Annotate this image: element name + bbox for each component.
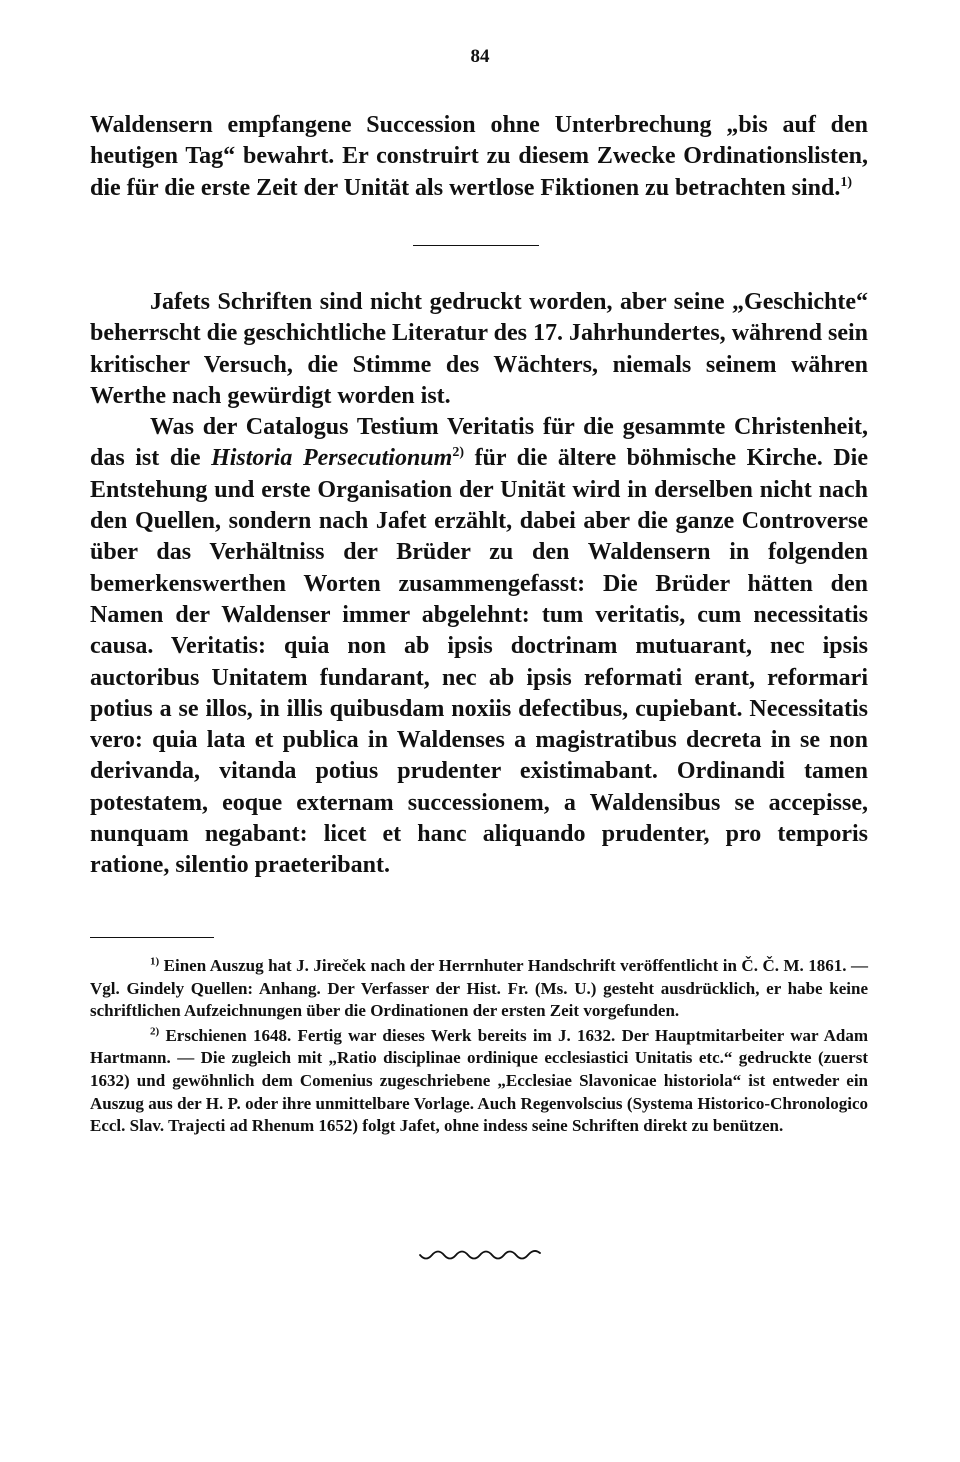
paragraph-3 <box>90 412 868 881</box>
top-paragraph-text: Waldensern empfangene Succession ohne Unterbrechung „bis auf den heutigen Tag“ bewahrt. Er construirt zu diesem Zwecke Ordinationslisten, die für die erste Zeit der Unität als wertlose Fiktionen zu betrachten sind. <box>90 112 868 201</box>
footnotes <box>90 955 868 1138</box>
footnote-1-marker: 1) <box>150 955 160 968</box>
footnote-ref-2: 2) <box>452 445 464 461</box>
paragraph-2: Jafets Schriften sind nicht gedruckt worden, aber seine „Geschichte“ beherrscht die geschichtliche Literatur des 17. Jahrhundertes, während sein kritischer Versuch, die Stimme des Wächters, niemals seinem währen Werthe nach gewürdigt worden ist. <box>90 289 868 409</box>
page-number: 84 <box>470 46 490 67</box>
footnote-2-marker: 2) <box>150 1025 160 1038</box>
footnote-2-text: Erschienen 1648. Fertig war dieses Werk bereits im J. 1632. Der Hauptmitarbeiter war Adam Hartmann. — Die zugleich mit „Ratio disciplinae ordinique ecclesiastici Unitatis etc.“ gedruckte (zuerst 1632) und gewöhnlich dem Comenius zugeschriebene „Ecclesiae Slavonicae historiola“ ist entweder ein Auszug aus der H. P. oder ihre unmittelbare Vorlage. Auch Regenvolscius (Systema Historico-Chronologico Eccl. Slav. Trajecti ad Rhenum 1652) folgt Jafet, ohne indess seine Schriften direkt zu benützen. <box>90 1025 868 1136</box>
paragraph-3-before: Was der Catalogus Testium Veritatis für die gesammte Christenheit, das ist die <box>90 414 868 472</box>
footnote-ref-1: 1) <box>840 174 853 190</box>
italic-title: Historia Persecutionum <box>211 445 453 472</box>
paragraph-3-after: für die ältere böhmische Kirche. Die Entstehung und erste Organisation der Unität wird in derselben nicht nach den Quellen, sondern nach Jafet erzählt, dabei aber die ganze Controverse über das Verhältniss der Brüder zu den Waldensern in folgenden bemerkenswerthen Worten zusammengefasst: Die Brüder hätten den Namen der Waldenser immer abgelehnt: tum veritatis, cum necessitatis causa. Veritatis: quia non ab ipsis doctrinam mutuarant, nec ipsis auctoribus Unitatem fundarant, nec ab ipsis reformati erant, reformari potius a se illos, in illis quibusdam noxiis defectibus, cupiebant. Necessitatis vero: quia lata et publica in Waldenses a magistratibus decreta in se non derivanda, vitanda potius prudenter existimabant. Ordinandi tamen potestatem, eoque externam successionem, a Waldensibus se accepisse, nunquam negabant: licet et hanc aliquando prudenter, pro temporis ratione, silentio praeteribant. <box>90 445 869 879</box>
main-text-block <box>90 287 868 882</box>
top-paragraph <box>90 110 868 204</box>
section-divider <box>413 245 539 246</box>
footnote-1-text: Einen Auszug hat J. Jireček nach der Herrnhuter Handschrift veröffentlicht in Č. Č. M. 1861. — Vgl. Gindely Quellen: Anhang. Der Verfasser der Hist. Fr. (Ms. U.) gesteht ausdrücklich, er habe keine schriftlichen Aufzeichnungen über die Ordinationen der ersten Zeit vorgefunden. <box>90 956 868 1021</box>
footnote-separator <box>90 937 214 938</box>
footnote-2 <box>90 1025 868 1138</box>
top-paragraph-block <box>90 110 868 204</box>
footnote-1 <box>90 955 868 1023</box>
wavy-line-ornament-icon <box>418 1249 544 1263</box>
